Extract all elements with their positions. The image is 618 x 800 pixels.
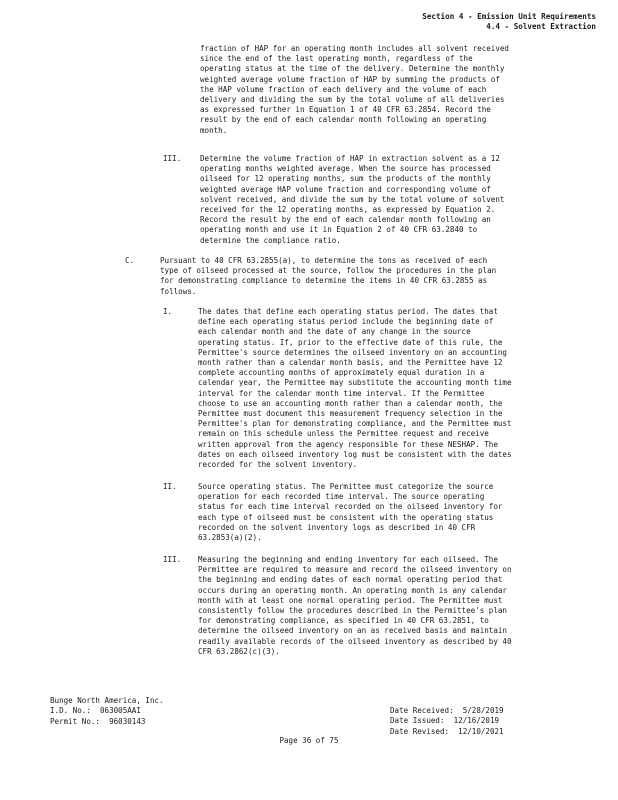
text-line: each type of oilseed must be consistent with the operating status [198,512,494,522]
paragraph-c-ii-status [198,482,502,543]
text-line: remain on this schedule unless the Permittee request and receive [198,429,489,439]
text-line: fraction of HAP for an operating month includes all solvent received [200,44,509,53]
company-name: Bunge North America, Inc. [50,696,164,705]
text-line: as expressed further in Equation 1 of 40 CFR 63.2854. Record the [200,105,491,115]
date-revised: Date Revised: 12/10/2021 [390,726,504,736]
item-number-i: I. [163,307,173,316]
text-line: interval for the calendar month time interval. If the Permittee [198,388,485,398]
text-line: since the end of the last operating month, regardless of the [200,54,473,64]
subsection-title: 4.4 - Solvent Extraction [486,22,596,31]
paragraph-c-oilseed [160,256,496,297]
text-line: recorded on the solvent inventory logs as described in 40 CFR [198,522,476,532]
text-line: Permittee's source determines the oilseed inventory on an accounting [198,347,507,357]
date-issued: Date Issued: 12/16/2019 [390,716,500,726]
paragraph-ii-continued [200,44,509,136]
text-line: month rather than a calendar month basis, and the Permittee have 12 [198,358,503,368]
text-line: the beginning and ending dates of each normal operating period that [198,575,503,585]
text-line: CFR 63.2862(c)(3). [198,646,280,656]
text-line: Pursuant to 40 CFR 63.2855(a), to determine the tons as received of each [160,256,488,265]
text-line: operation for each recorded time interval. The source operating [198,492,485,502]
paragraph-iii-solvent [200,154,504,246]
date-received: Date Received: 5/28/2019 [390,706,504,715]
text-line: result by the end of each calendar month following an operating [200,115,487,125]
text-line: recorded for the solvent inventory. [198,460,358,470]
page-number: Page 36 of 75 [279,736,339,745]
section-title: Section 4 - Emission Unit Requirements [422,12,596,21]
text-line: weighted average HAP volume fraction and corresponding volume of [200,184,491,194]
text-line: operating months weighted average. When the source has processed [200,164,491,174]
footer-left [50,696,164,727]
text-line: month with at least one normal operating period. The Permittee must [198,595,503,605]
item-letter-c: C. [125,256,135,265]
text-line: Permittee's plan for demonstrating compliance, and the Permittee must [198,419,512,429]
text-line: Source operating status. The Permittee must categorize the source [198,482,494,491]
text-line: Permittee are required to measure and record the oilseed inventory on [198,565,512,575]
text-line: Determine the volume fraction of HAP in extraction solvent as a 12 [200,154,500,163]
text-line: the HAP volume fraction of each delivery and the volume of each [200,84,487,94]
id-number: I.D. No.: 063005AAI [50,706,141,716]
text-line: for demonstrating compliance, as specified in 40 CFR 63.2851, to [198,616,489,626]
text-line: weighted average volume fraction of HAP by summing the products of [200,74,500,84]
item-number-iii: III. [163,555,182,564]
permit-number: Permit No.: 96030143 [50,716,146,726]
text-line: for demonstrating compliance to determine the items in 40 CFR 63.2855 as [160,276,488,286]
text-line: dates on each oilseed inventory log must be consistent with the dates [198,449,512,459]
text-line: complete accounting months of approximately equal duration in a [198,368,485,378]
text-line: readily available records of the oilseed inventory as described by 40 [198,636,512,646]
text-line: delivery and dividing the sum by the total volume of all deliveries [200,95,505,105]
text-line: solvent received, and divide the sum by the total volume of solvent [200,194,505,204]
text-line: follows. [160,286,197,296]
footer-right [390,706,504,737]
text-line: type of oilseed processed at the source, follow the procedures in the plan [160,266,497,276]
paragraph-c-iii-inventory [198,555,512,657]
text-line: The dates that define each operating status period. The dates that [198,307,498,316]
text-line: consistently follow the procedures described in the Permittee's plan [198,606,507,616]
paragraph-c-i-dates [198,307,512,470]
item-number-iii: III. [163,154,182,163]
text-line: month. [200,125,228,135]
text-line: status for each time interval recorded on the oilseed inventory for [198,502,503,512]
text-line: determine the compliance ratio. [200,235,341,245]
text-line: operating status at the time of the delivery. Determine the monthly [200,64,505,74]
text-line: occurs during an operating month. An operating month is any calendar [198,585,507,595]
text-line: operating month and use it in Equation 2 of 40 CFR 63.2840 to [200,225,478,235]
text-line: define each operating status period include the beginning date of [198,317,494,327]
text-line: Record the result by the end of each calendar month following an [200,215,491,225]
text-line: calendar year, the Permittee may substitute the accounting month time [198,378,512,388]
text-line: determine the oilseed inventory on an as received basis and maintain [198,626,507,636]
item-number-ii: II. [163,482,177,491]
text-line: oilseed for 12 operating months, sum the products of the monthly [200,174,491,184]
text-line: operating status. If, prior to the effective date of this rule, the [198,337,503,347]
text-line: each calendar month and the date of any change in the source [198,327,471,337]
page-header [422,12,596,32]
text-line: 63.2853(a)(2). [198,533,262,543]
text-line: choose to use an accounting month rather than a calendar month, the [198,398,503,408]
text-line: written approval from the agency responsible for these NESHAP. The [198,439,498,449]
text-line: Permittee must document this measurement frequency selection in the [198,409,503,419]
text-line: Measuring the beginning and ending inventory for each oilseed. The [198,555,498,564]
text-line: received for the 12 operating months, as expressed by Equation 2. [200,205,496,215]
